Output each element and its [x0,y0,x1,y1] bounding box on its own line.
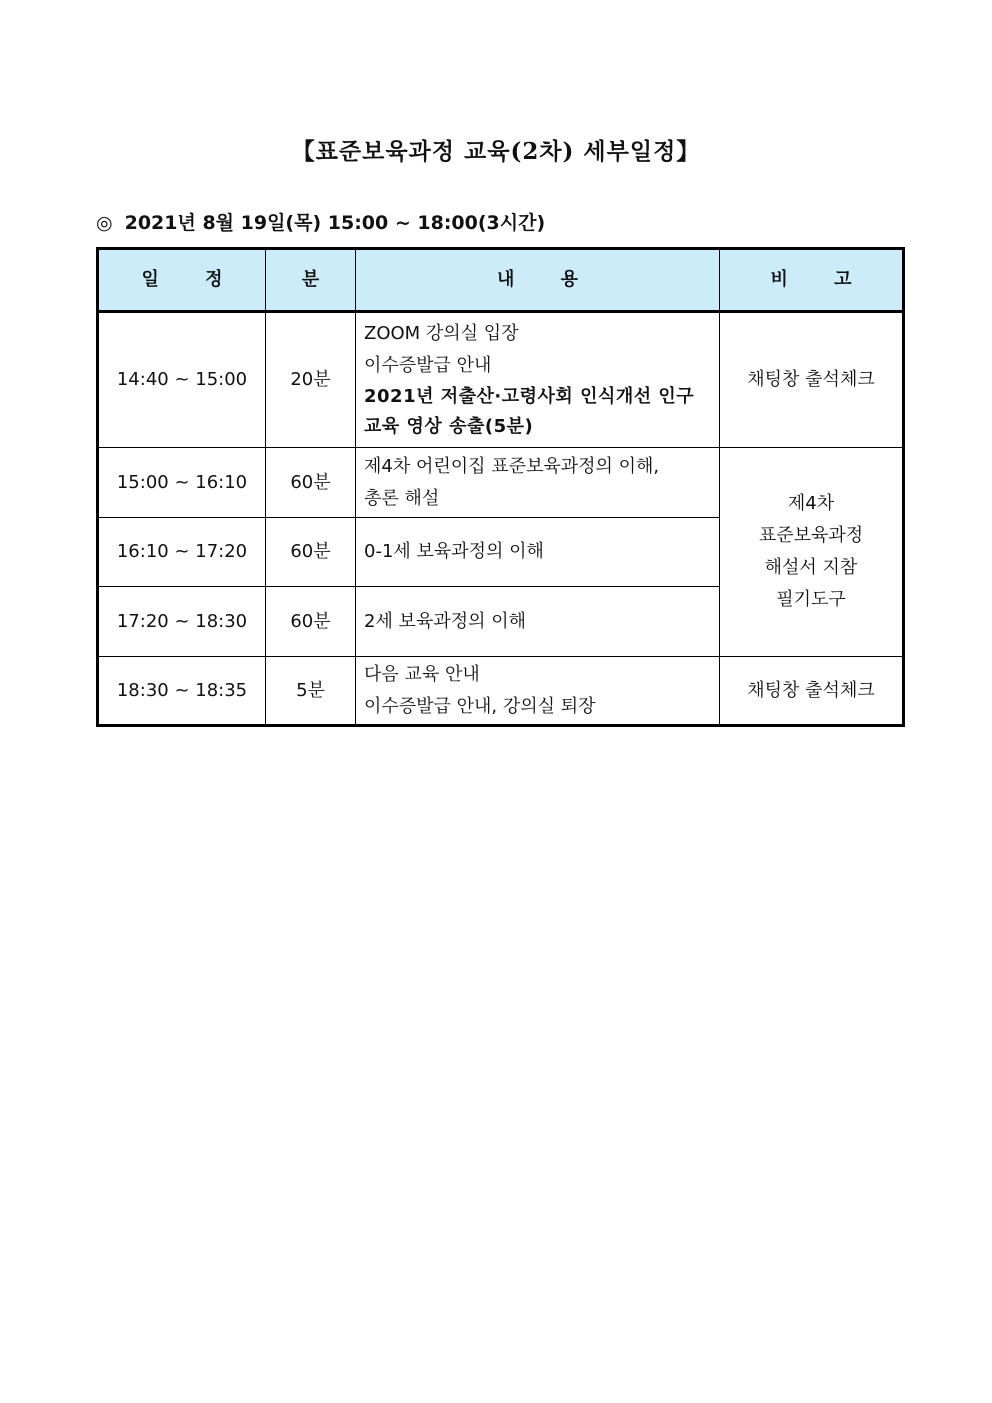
row-time: 18:30 ~ 18:35 [98,657,266,726]
header-remarks: 비 고 [720,249,904,312]
table-row [98,312,904,448]
row-note: 채팅창 출석체크 [720,312,904,448]
row-content: 2세 보육과정의 이해 [356,587,720,657]
document-title: 【표준보육과정 교육(2차) 세부일정】 [291,138,701,165]
row-note-merged [720,448,904,657]
content-line-bold: 2021년 저출산·고령사회 인식개선 인구 [364,386,695,407]
note-line: 해설서 지참 [764,557,858,578]
content-line: 총론 해설 [364,487,440,509]
row-time: 17:20 ~ 18:30 [98,587,266,657]
header-content: 내 용 [356,249,720,312]
schedule-table [96,247,905,727]
row-duration: 5분 [266,657,356,726]
row-duration: 60분 [266,587,356,657]
schedule-date [96,208,545,235]
content-line: ZOOM 강의실 입장 [364,323,519,344]
schedule-date-text: 2021년 8월 19일(목) 15:00 ~ 18:00(3시간) [124,212,546,234]
row-note: 채팅창 출석체크 [720,657,904,726]
note-line: 제4차 [787,493,835,514]
row-duration: 60분 [266,518,356,587]
row-duration: 20분 [266,312,356,448]
note-line: 필기도구 [776,589,846,610]
row-time: 16:10 ~ 17:20 [98,518,266,587]
row-content [356,657,720,726]
row-time: 14:40 ~ 15:00 [98,312,266,448]
content-line: 다음 교육 안내 [364,663,480,685]
table-row [98,448,904,518]
row-content: 0-1세 보육과정의 이해 [356,518,720,587]
content-line: 이수증발급 안내 [364,355,492,376]
row-content [356,312,720,448]
header-minutes: 분 [266,249,356,312]
row-time: 15:00 ~ 16:10 [98,448,266,518]
content-line: 이수증발급 안내, 강의실 퇴장 [364,695,596,717]
double-circle-icon: ◎ [96,212,113,234]
row-content [356,448,720,518]
header-schedule: 일 정 [98,249,266,312]
table-row [98,657,904,726]
table-header-row [98,249,904,312]
content-line: 제4차 어린이집 표준보육과정의 이해, [364,455,660,477]
content-line-bold: 교육 영상 송출(5분) [364,416,534,437]
row-duration: 60분 [266,448,356,518]
note-line: 표준보육과정 [758,525,864,546]
